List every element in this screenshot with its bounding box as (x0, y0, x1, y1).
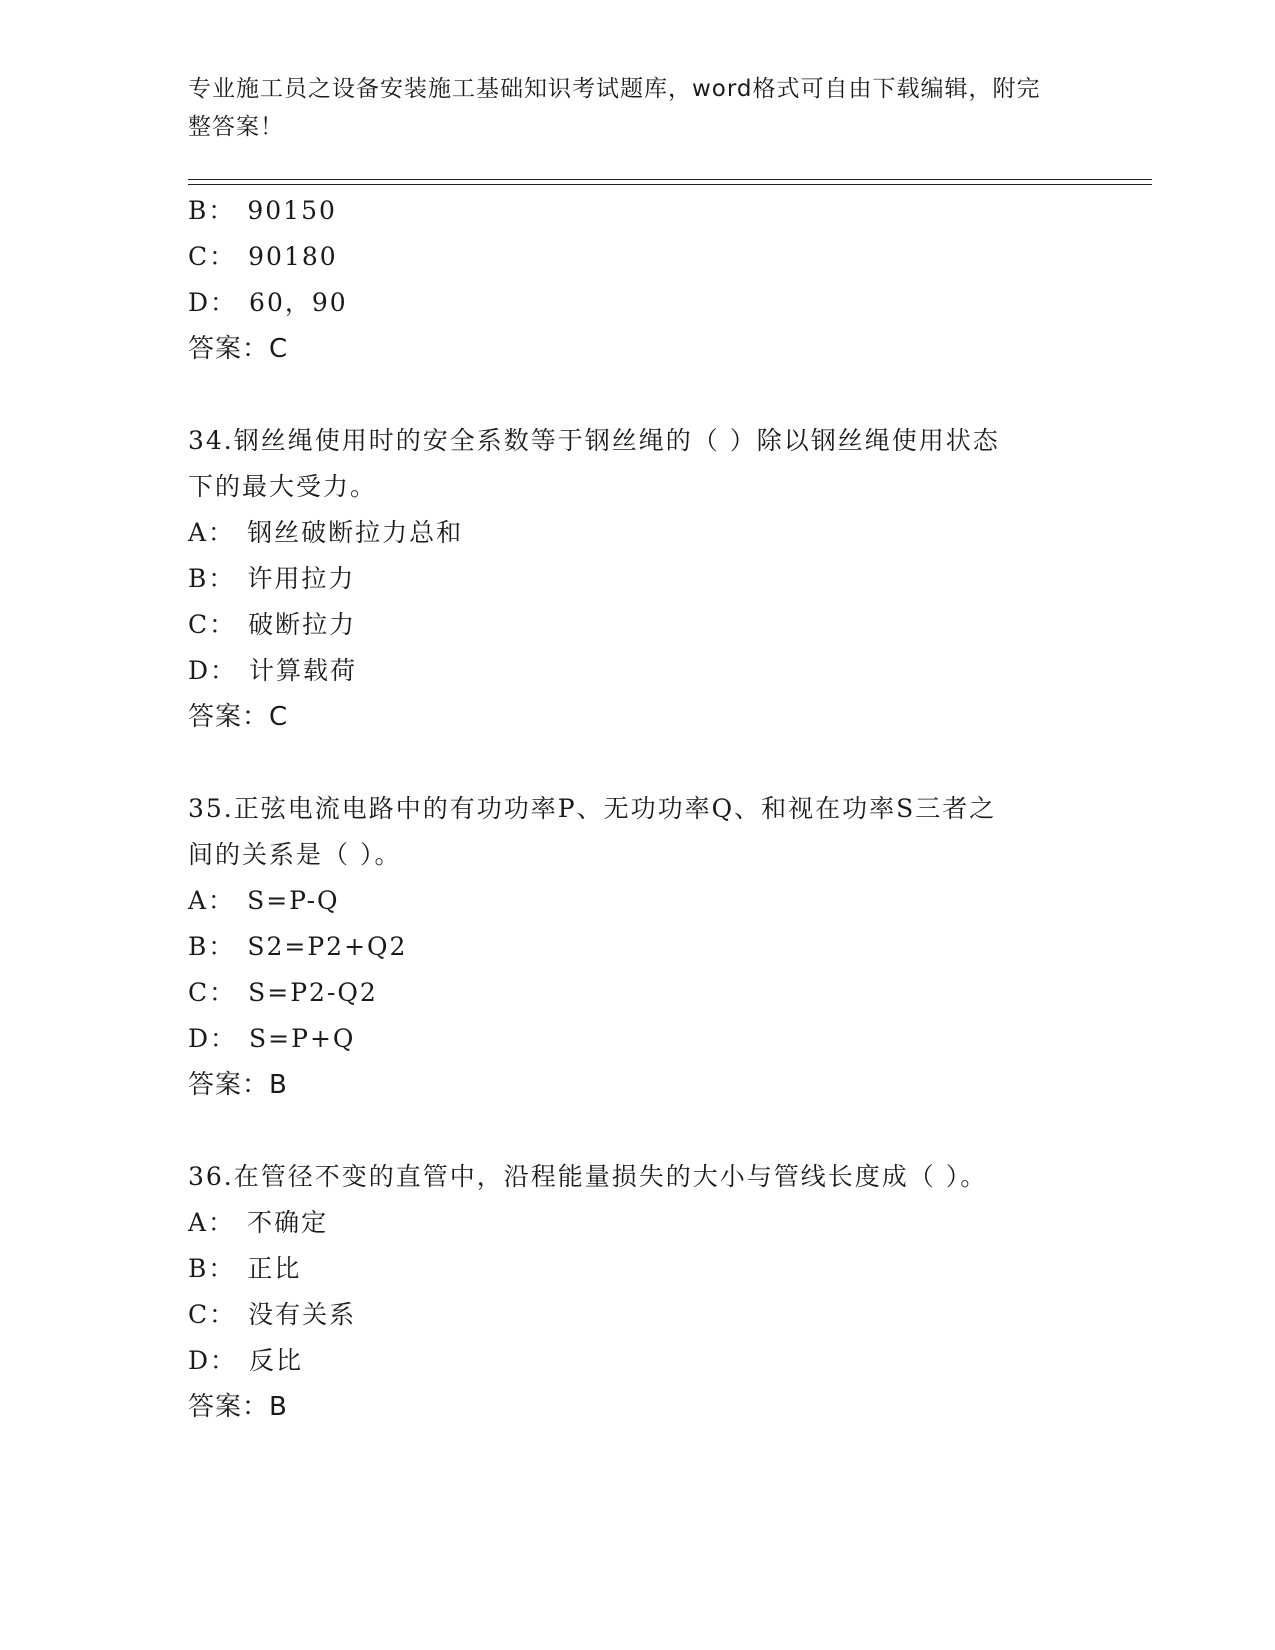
question-stem-line: 间的关系是（ ）。 (188, 840, 402, 869)
answer-line: 答案：B (188, 1392, 288, 1422)
option-label: C： (188, 1300, 237, 1329)
option-label: D： (188, 1024, 238, 1053)
question-36 (188, 1154, 1088, 1430)
option-b (188, 1246, 1088, 1292)
option-text: 不确定 (247, 1208, 329, 1237)
option-d (188, 1016, 1088, 1062)
option-text: 90180 (248, 242, 338, 271)
option-label: B： (188, 932, 236, 961)
option-text: 反比 (249, 1346, 304, 1375)
option-label: D： (188, 1346, 238, 1375)
option-text: 钢丝破断拉力总和 (247, 518, 464, 547)
option-b (188, 924, 1088, 970)
option-text: 没有关系 (248, 1300, 357, 1329)
option-b (188, 556, 1088, 602)
option-label: A： (188, 886, 236, 915)
option-text: S2=P2+Q2 (247, 932, 408, 961)
question-33-continued (188, 188, 1088, 372)
option-label: A： (188, 1208, 236, 1237)
question-35 (188, 786, 1088, 1108)
document-header (188, 70, 1068, 146)
option-text: 许用拉力 (247, 564, 356, 593)
answer-line: 答案：C (188, 334, 289, 364)
option-label: B： (188, 1254, 236, 1283)
option-d (188, 1338, 1088, 1384)
option-text: 计算载荷 (249, 656, 358, 685)
option-text: S=P-Q (247, 886, 340, 915)
option-label: C： (188, 242, 237, 271)
option-label: D： (188, 656, 238, 685)
question-stem-line: 36.在管径不变的直管中，沿程能量损失的大小与管线长度成（ ）。 (188, 1162, 988, 1191)
option-c (188, 1292, 1088, 1338)
option-a (188, 878, 1088, 924)
option-text: 破断拉力 (248, 610, 357, 639)
option-a (188, 510, 1088, 556)
answer-line: 答案：C (188, 702, 289, 732)
header-line-2: 整答案！ (188, 114, 284, 140)
option-text: S=P2-Q2 (248, 978, 378, 1007)
option-a (188, 1200, 1088, 1246)
option-c (188, 234, 1088, 280)
option-text: S=P+Q (249, 1024, 356, 1053)
option-label: B： (188, 196, 236, 225)
header-divider-top (188, 179, 1152, 180)
question-content (188, 188, 1088, 1430)
option-b (188, 188, 1088, 234)
option-label: C： (188, 978, 237, 1007)
option-label: C： (188, 610, 237, 639)
question-stem-line: 下的最大受力。 (188, 472, 378, 501)
option-text: 60，90 (249, 288, 348, 317)
option-d (188, 280, 1088, 326)
question-stem-line: 34.钢丝绳使用时的安全系数等于钢丝绳的（ ）除以钢丝绳使用状态 (188, 426, 1000, 455)
option-text: 正比 (247, 1254, 302, 1283)
question-34 (188, 418, 1088, 740)
header-line-1: 专业施工员之设备安装施工基础知识考试题库，word格式可自由下载编辑，附完 (188, 76, 1041, 102)
question-stem-line: 35.正弦电流电路中的有功功率P、无功功率Q、和视在功率S三者之 (188, 794, 997, 823)
option-c (188, 602, 1088, 648)
answer-line: 答案：B (188, 1070, 288, 1100)
option-d (188, 648, 1088, 694)
option-label: B： (188, 564, 236, 593)
option-c (188, 970, 1088, 1016)
option-label: D： (188, 288, 238, 317)
option-label: A： (188, 518, 236, 547)
header-divider-bottom (188, 184, 1152, 185)
option-text: 90150 (247, 196, 337, 225)
